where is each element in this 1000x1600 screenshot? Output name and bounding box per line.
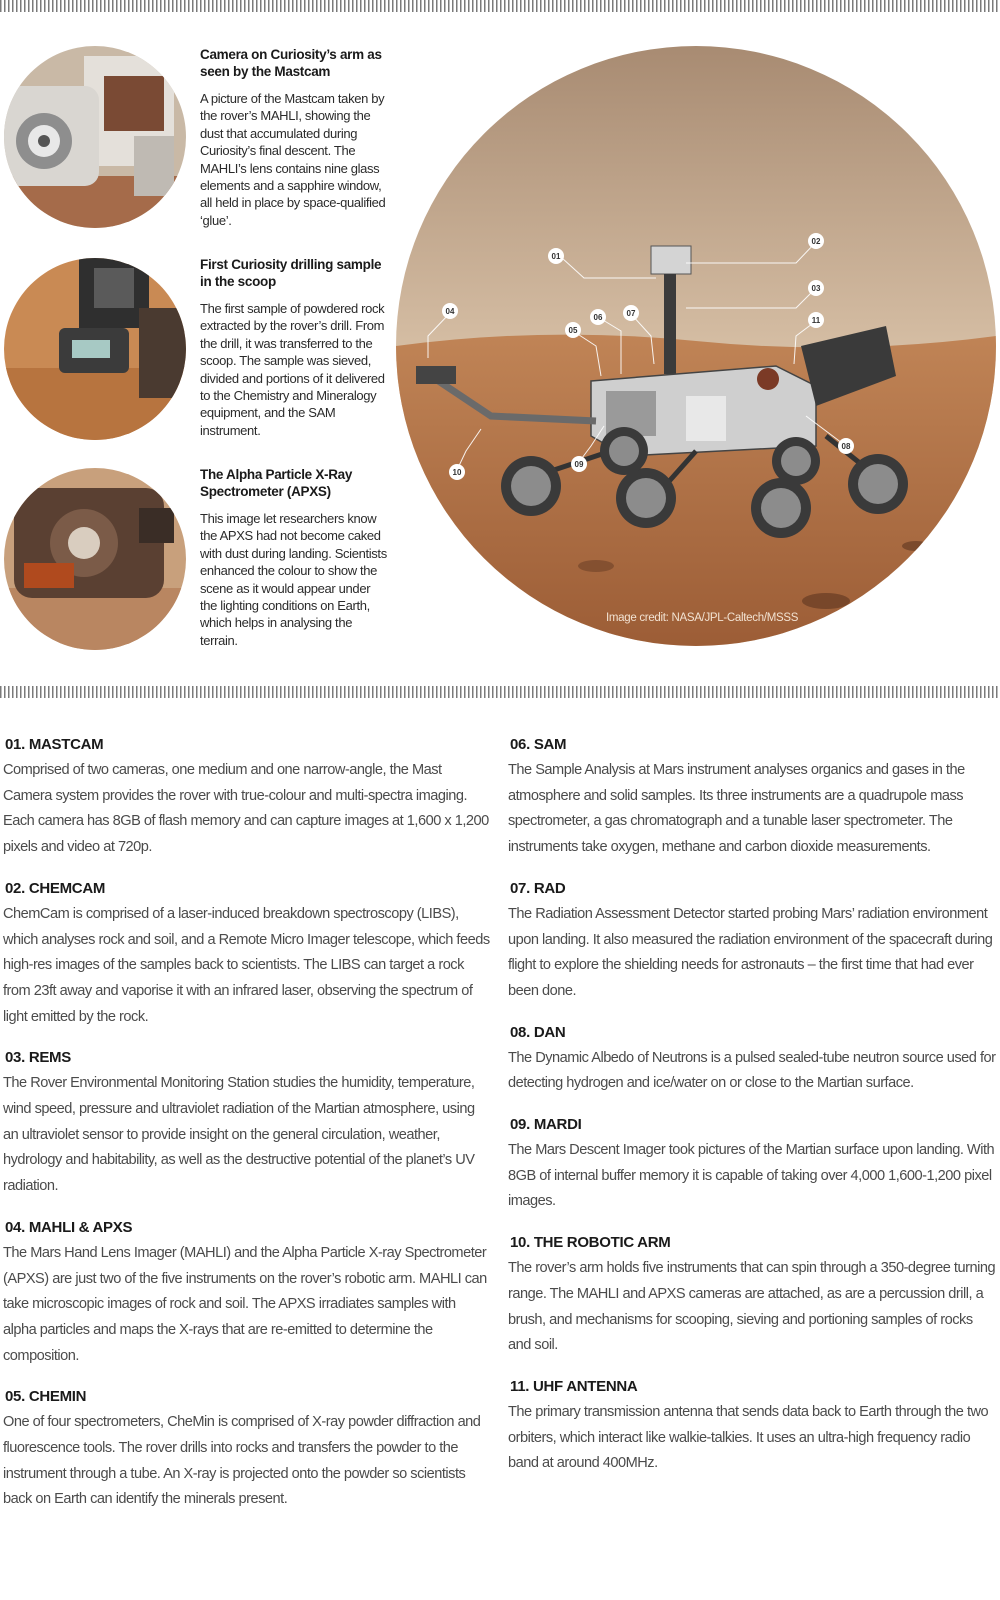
instrument-text: The Rover Environmental Monitoring Station studies the humidity, temperature, wind speed, pressure and ultraviolet radiation of the Martian atmosphere, using an ultraviolet sensor to provide insight on the general circulation, weather, hydrology and habitability, as well as the destructive potential of the planet’s UV radiation. [3,1075,475,1195]
instrument-text: The Mars Hand Lens Imager (MAHLI) and the Alpha Particle X-ray Spectrometer (APXS) are just two of the five instruments on the rover’s robotic arm. MAHLI can take microscopic images of rock and soil. The APXS irradiates samples with alpha particles and maps the X-rays that are re-emitted to determine the composition. [3,1244,487,1364]
photo-text-3: This image let researchers know the APXS had not become caked with dust during landing. Scientists enhanced the colour to show the scene as it would appear under the lighting conditions on Earth, which helps in analysing the terrain. [200,511,387,648]
instrument-item [508,736,996,861]
instrument-list-right [508,736,996,1496]
top-divider [0,0,1000,12]
callout-01: 01 [551,252,561,261]
callout-03: 03 [811,284,821,293]
instrument-text: The rover’s arm holds five instruments that can spin through a 350-degree turning range. The MAHLI and APXS cameras are attached, as are a percussion drill, a brush, and mechanisms for scooping, sieving and portioning samples of rocks and soil. [508,1260,996,1354]
instrument-list-left [3,736,491,1532]
mahli-camera-photo [4,46,186,228]
instrument-text: The Radiation Assessment Detector started probing Mars’ radiation environment upon landing. It also measured the radiation environment of the spacecraft during flight to explore the shielding needs for astronauts – the first time that had ever been done. [508,905,993,999]
photo-title-1: Camera on Curiosity’s arm as seen by the Mastcam [200,47,382,79]
callout-06: 06 [593,313,603,322]
instrument-item [508,1234,996,1359]
instrument-item [3,736,491,861]
instrument-heading: 07. RAD [510,879,566,897]
instrument-heading: 09. MARDI [510,1116,582,1134]
instrument-item [508,880,996,1005]
drill-sample-photo [4,258,186,440]
callout-08: 08 [841,442,851,451]
callout-10: 10 [452,468,462,477]
instrument-text: The Dynamic Albedo of Neutrons is a pulsed sealed-tube neutron source used for detecting hydrogen and ice/water on or close to the Martian surface. [508,1049,996,1092]
instrument-heading: 10. THE ROBOTIC ARM [510,1234,671,1252]
image-credit: Image credit: NASA/JPL-Caltech/MSSS [606,612,799,624]
instrument-item [508,1116,996,1215]
photo-text-2: The first sample of powdered rock extracted by the rover’s drill. From the drill, it was transferred to the scoop. The sample was sieved, divided and portions of it delivered to the Chemistry and Mineralogy equipment, and the SAM instrument. [200,301,385,438]
instrument-heading: 11. UHF ANTENNA [510,1377,638,1395]
photo-caption-3 [200,466,390,649]
instrument-text: One of four spectrometers, CheMin is comprised of X-ray powder diffraction and fluorescence tools. The rover drills into rocks and transfers the powder to the instrument through a tube. An X-ray is projected onto the powder so scientists back on Earth can identify the minerals present. [3,1414,481,1508]
photo-caption-1 [200,46,390,229]
instrument-item [3,1388,491,1513]
callout-02: 02 [811,237,821,246]
instrument-heading: 04. MAHLI & APXS [5,1218,133,1236]
instrument-heading: 08. DAN [510,1023,566,1041]
instrument-item [3,1049,491,1200]
callout-07: 07 [626,309,636,318]
instrument-item [3,1219,491,1370]
photo-title-2: First Curiosity drilling sample in the scoop [200,257,382,289]
callout-09: 09 [574,460,584,469]
rover-illustration [396,46,996,646]
callout-04: 04 [445,307,455,316]
section-divider [0,686,1000,698]
instrument-heading: 06. SAM [510,736,567,753]
apxs-photo [4,468,186,650]
instrument-item [508,1024,996,1097]
instrument-text: The Sample Analysis at Mars instrument analyses organics and gases in the atmosphere and solid samples. Its three instruments are a quadrupole mass spectrometer, a gas chromatograph and a tunable laser spectrometer. The instruments take oxygen, methane and carbon dioxide measurements. [508,762,965,856]
callout-11: 11 [811,316,821,325]
instrument-heading: 02. CHEMCAM [5,879,106,897]
instrument-text: The Mars Descent Imager took pictures of the Martian surface upon landing. With 8GB of internal buffer memory it is capable of taking over 4,000 1,600-1,200 pixel images. [508,1142,995,1210]
photo-caption-2 [200,256,390,439]
photo-title-3: The Alpha Particle X-Ray Spectrometer (APXS) [200,467,353,499]
instrument-heading: 03. REMS [5,1049,71,1067]
instrument-heading: 01. MASTCAM [5,736,104,753]
rover-diagram-svg [396,46,996,646]
instrument-item [3,880,491,1031]
callout-05: 05 [568,326,578,335]
instrument-item [508,1378,996,1477]
instrument-heading: 05. CHEMIN [5,1388,87,1406]
photo-text-1: A picture of the Mastcam taken by the rover’s MAHLI, showing the dust that accumulated during Curiosity’s final descent. The MAHLI’s lens contains nine glass elements and a sapphire window, all held in place by space-qualified ‘glue’. [200,91,386,228]
instrument-text: The primary transmission antenna that sends data back to Earth through the two orbiters, which interact like walkie-talkies. It uses an ultra-high frequency radio band at around 400MHz. [508,1403,989,1472]
instrument-text: ChemCam is comprised of a laser-induced breakdown spectroscopy (LIBS), which analyses rock and soil, and a Remote Micro Imager telescope, which feeds high-res images of the samples back to scientists. The LIBS can target a rock from 23ft away and vaporise it with an infrared laser, observing the spectrum of light emitted by the rock. [3,905,490,1025]
instrument-text: Comprised of two cameras, one medium and one narrow-angle, the Mast Camera system provides the rover with true-colour and multi-spectra imaging. Each camera has 8GB of flash memory and can capture images at 1,600 x 1,200 pixels and video at 720p. [3,762,489,856]
